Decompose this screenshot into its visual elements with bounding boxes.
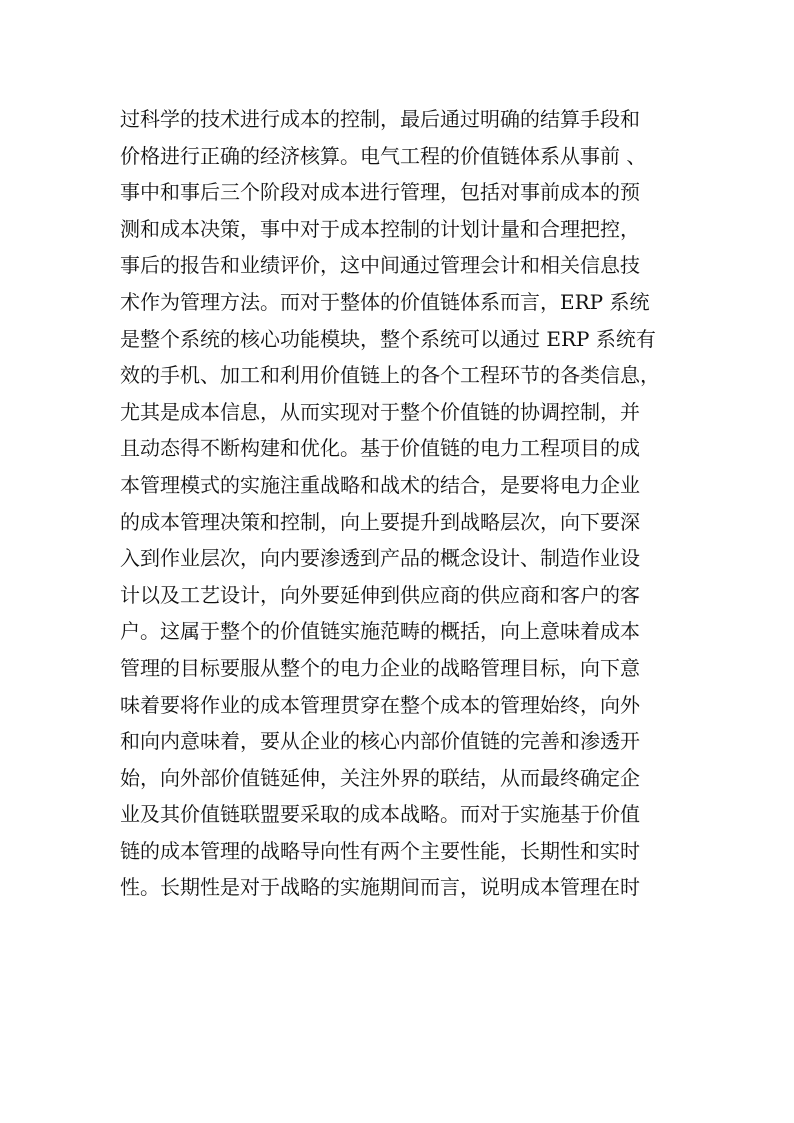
text-line: 计以及工艺设计，向外要延伸到供应商的供应商和客户的客 bbox=[120, 582, 640, 607]
text-line: 是整个系统的核心功能模块，整个系统可以通过 ERP 系统有 bbox=[120, 326, 656, 351]
text-line: 效的手机、加工和利用价值链上的各个工程环节的各类信息， bbox=[120, 363, 660, 388]
text-line: 的成本管理决策和控制，向上要提升到战略层次，向下要深 bbox=[120, 509, 640, 534]
text-line: 测和成本决策，事中对于成本控制的计划计量和合理把控， bbox=[120, 216, 640, 241]
body-paragraph bbox=[120, 101, 680, 906]
text-line: 本管理模式的实施注重战略和战术的结合，是要将电力企业 bbox=[120, 472, 640, 497]
text-line: 价格进行正确的经济核算。电气工程的价值链体系从事前 、 bbox=[120, 143, 647, 168]
text-line: 味着要将作业的成本管理贯穿在整个成本的管理始终，向外 bbox=[120, 692, 640, 717]
text-line: 链的成本管理的战略导向性有两个主要性能，长期性和实时 bbox=[120, 838, 640, 863]
text-line: 业及其价值链联盟要采取的成本战略。而对于实施基于价值 bbox=[120, 802, 640, 827]
text-line: 入到作业层次，向内要渗透到产品的概念设计、制造作业设 bbox=[120, 546, 640, 571]
text-line: 性。长期性是对于战略的实施期间而言，说明成本管理在时 bbox=[120, 875, 640, 900]
text-line: 事中和事后三个阶段对成本进行管理，包括对事前成本的预 bbox=[120, 180, 640, 205]
text-line: 术作为管理方法。而对于整体的价值链体系而言，ERP 系统 bbox=[120, 289, 650, 314]
text-line: 始，向外部价值链延伸，关注外界的联结，从而最终确定企 bbox=[120, 765, 640, 790]
text-line: 过科学的技术进行成本的控制，最后通过明确的结算手段和 bbox=[120, 107, 640, 131]
text-line: 且动态得不断构建和优化。基于价值链的电力工程项目的成 bbox=[120, 436, 640, 461]
text-line: 事后的报告和业绩评价，这中间通过管理会计和相关信息技 bbox=[120, 253, 640, 278]
text-line: 管理的目标要服从整个的电力企业的战略管理目标，向下意 bbox=[120, 655, 640, 680]
text-line: 和向内意味着，要从企业的核心内部价值链的完善和渗透开 bbox=[120, 729, 640, 754]
text-line: 户。这属于整个的价值链实施范畴的概括，向上意味着成本 bbox=[120, 619, 640, 644]
text-line: 尤其是成本信息，从而实现对于整个价值链的协调控制，并 bbox=[120, 399, 640, 424]
